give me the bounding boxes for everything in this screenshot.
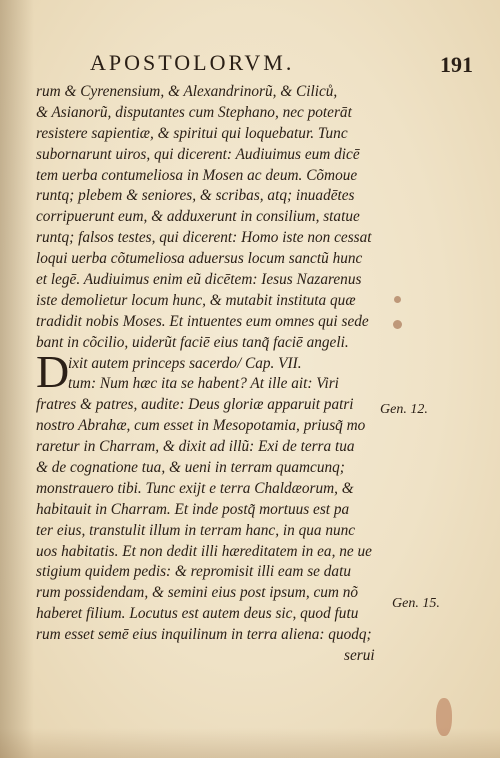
text-line: tem uerba contumeliosa in Mosen ac deum. Cõmoue	[36, 166, 358, 184]
text-line: tradidit nobis Moses. Et intuentes eum omnes qui sede	[36, 312, 369, 330]
text-line: monstrauero tibi. Tunc exijt e terra Chaldæorum, &	[36, 479, 354, 497]
text-line: stigium quidem pedis: & repromisit illi eam se datu	[36, 563, 351, 581]
text-line: nostro Abrahæ, cum esset in Mesopotamia, priusq̃ mo	[36, 417, 366, 435]
text-line: iste demolietur locum hunc, & mutabit instituta quæ	[36, 291, 356, 309]
page-number: 191	[440, 52, 473, 77]
text-line: fratres & patres, audite: Deus gloriæ apparuit patri	[36, 396, 354, 414]
text-line: tum: Num hæc ita se habent? At ille ait: Viri	[68, 375, 339, 393]
page-edge-shadow	[0, 728, 500, 758]
text-line: rum esset semē eius inquilinum in terra aliena: quodq;	[36, 626, 372, 644]
text-line: ixit autem princeps sacerdo/ Cap. VII.	[68, 354, 302, 372]
text-line: rum possidendam, & semini eius post ipsum, cum nõ	[36, 584, 359, 602]
paper-stain	[436, 698, 452, 736]
drop-cap: D	[36, 346, 70, 397]
text-line: raretur in Charram, & dixit ad illũ: Exi de terra tua	[36, 438, 355, 456]
text-line: rum & Cyrenensium, & Alexandrinorũ, & Ciliců,	[36, 83, 338, 100]
ink-spot	[393, 320, 402, 329]
ink-spot	[394, 296, 401, 303]
text-line: subornarunt uiros, qui dicerent: Audiuimus eum dicē	[36, 145, 360, 163]
text-line: uos habitatis. Et non dedit illi hæreditatem in ea, ne ue	[36, 542, 372, 560]
text-line: ter eius, transtulit illum in terram hanc, in qua nunc	[36, 521, 356, 539]
text-line: et legē. Audiuimus enim eũ dicētem: Iesus Nazarenus	[36, 271, 362, 289]
margin-note-gen-15: Gen. 15.	[392, 596, 440, 611]
text-line: runtq; plebem & seniores, & scribas, atq; inuadētes	[36, 187, 355, 205]
text-line: habitauit in Charram. Et inde postq̃ mortuus est pa	[36, 500, 350, 518]
margin-note-gen-12: Gen. 12.	[380, 402, 428, 417]
text-line: & Asianorũ, disputantes cum Stephano, nec poterāt	[36, 103, 352, 121]
text-line: bant in cõcilio, uiderũt faciē eius tanq̃ faciē angeli.	[36, 333, 349, 351]
text-block	[36, 82, 376, 667]
text-line: runtq; falsos testes, qui dicerent: Homo iste non cessat	[36, 229, 372, 247]
text-line: serui	[344, 647, 375, 665]
text-line: loqui uerba cõtumeliosa aduersus locum sanctũ hunc	[36, 250, 363, 268]
text-line: haberet filium. Locutus est autem deus sic, quod futu	[36, 605, 359, 623]
text-line: corripuerunt eum, & adduxerunt in consilium, statue	[36, 208, 360, 226]
text-line: resistere sapientiæ, & spiritui qui loquebatur. Tunc	[36, 124, 348, 142]
binding-shadow	[0, 0, 34, 758]
running-head: APOSTOLORVM.	[90, 50, 295, 75]
text-line: & de cognatione tua, & ueni in terram quamcunq;	[36, 459, 345, 477]
